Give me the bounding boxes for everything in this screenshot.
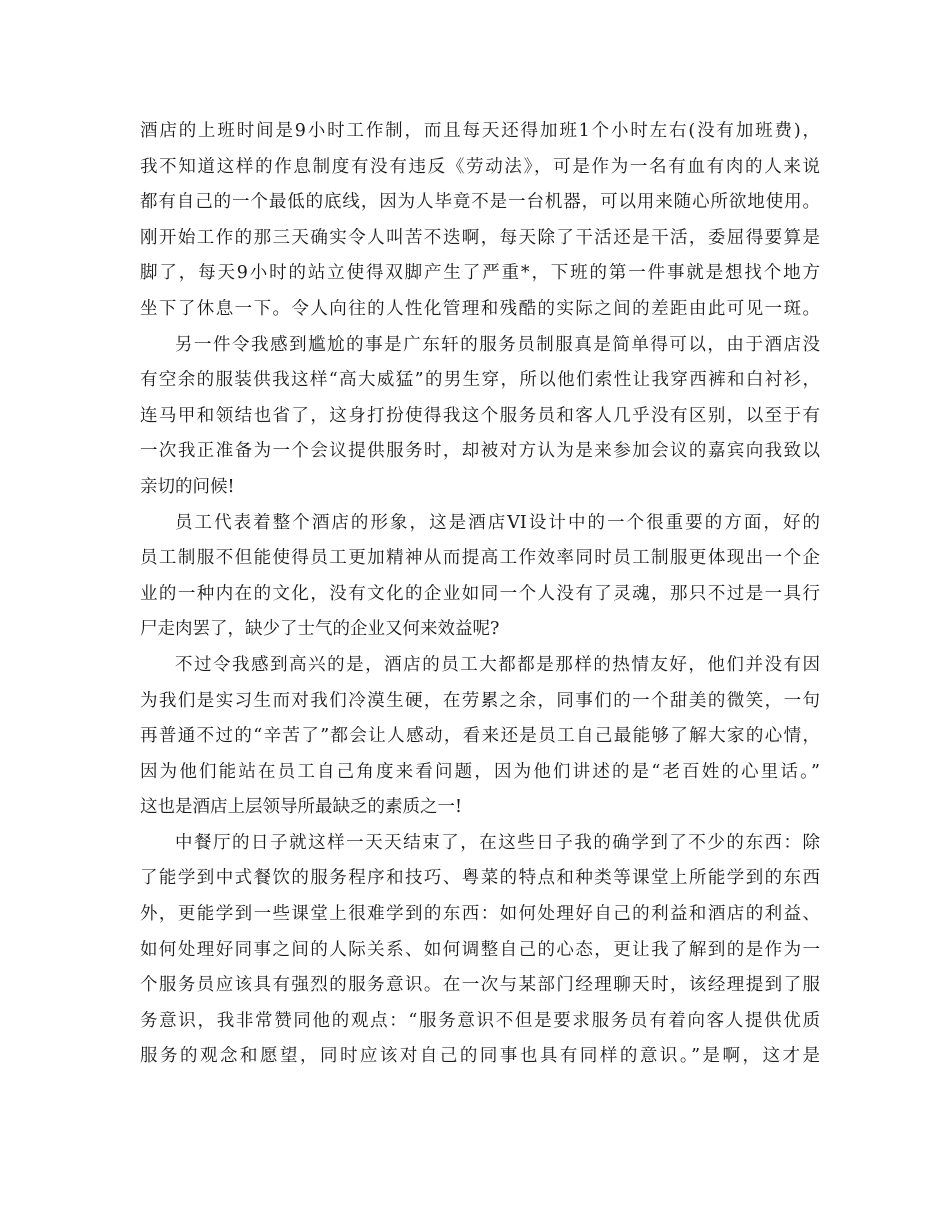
text-line: 刚开始工作的那三天确实令人叫苦不迭啊，每天除了干活还是干活，委屈得要算是: [140, 227, 820, 248]
text-line: 再普通不过的“辛苦了”都会让人感动，看来还是员工自己最能够了解大家的心情，: [140, 726, 820, 747]
text-line: 酒店的上班时间是9小时工作制，而且每天还得加班1个小时左右(没有加班费)，: [140, 121, 820, 141]
paragraph-first-line: 员工代表着整个酒店的形象，这是酒店VI设计中的一个很重要的方面，好的: [175, 512, 820, 533]
text-line: 连马甲和领结也省了，这身打扮使得我这个服务员和客人几乎没有区别，以至于有: [140, 405, 820, 426]
text-line: 有空余的服装供我这样“高大威猛”的男生穿，所以他们索性让我穿西裤和白衬衫，: [140, 370, 820, 391]
text-line: 外，更能学到一些课堂上很难学到的东西：如何处理好自己的利益和酒店的利益、: [140, 904, 820, 925]
text-line: 了能学到中式餐饮的服务程序和技巧、粤菜的特点和种类等课堂上所能学到的东西: [140, 868, 820, 889]
text-line: 因为他们能站在员工自己角度来看问题，因为他们讲述的是“老百姓的心里话。”: [140, 761, 820, 782]
text-line: 服务的观念和愿望，同时应该对自己的同事也具有同样的意识。”是啊，这才是: [140, 1046, 820, 1067]
paragraph-last-line: 亲切的问候!: [140, 476, 235, 497]
paragraph-first-line: 中餐厅的日子就这样一天天结束了，在这些日子我的确学到了不少的东西：除: [175, 832, 820, 853]
paragraph-last-line: 这也是酒店上层领导所最缺乏的素质之一!: [140, 797, 463, 818]
text-line: 个服务员应该具有强烈的服务意识。在一次与某部门经理聊天时，该经理提到了服: [140, 975, 820, 996]
text-line: 都有自己的一个最低的底线，因为人毕竟不是一台机器，可以用来随心所欲地使用。: [140, 192, 820, 213]
text-line: 坐下了休息一下。令人向往的人性化管理和残酷的实际之间的差距由此可见一斑。: [140, 298, 820, 319]
text-line: 如何处理好同事之间的人际关系、如何调整自己的心态，更让我了解到的是作为一: [140, 939, 820, 960]
text-line: 脚了，每天9小时的站立使得双脚产生了严重*，下班的第一件事就是想找个地方: [140, 263, 820, 284]
text-line: 业的一种内在的文化，没有文化的企业如同一个人没有了灵魂，那只不过是一具行: [140, 583, 820, 604]
text-line: 员工制服不但能使得员工更加精神从而提高工作效率同时员工制服更体现出一个企: [140, 548, 820, 569]
text-line: 务意识，我非常赞同他的观点：“服务意识不但是要求服务员有着向客人提供优质: [140, 1010, 820, 1031]
text-line: 一次我正准备为一个会议提供服务时，却被对方认为是来参加会议的嘉宾向我致以: [140, 441, 820, 462]
document-body: [140, 114, 820, 1075]
paragraph-last-line: 尸走肉罢了，缺少了士气的企业又何来效益呢?: [140, 619, 500, 640]
text-line: 为我们是实习生而对我们冷漠生硬，在劳累之余，同事们的一个甜美的微笑，一句: [140, 690, 820, 711]
paragraph-first-line: 不过令我感到高兴的是，酒店的员工大都都是那样的热情友好，他们并没有因: [175, 654, 820, 675]
text-line: 我不知道这样的作息制度有没有违反《劳动法》，可是作为一名有血有肉的人来说: [140, 156, 820, 177]
paragraph-first-line: 另一件令我感到尴尬的事是广东轩的服务员制服真是简单得可以，由于酒店没: [175, 334, 820, 355]
